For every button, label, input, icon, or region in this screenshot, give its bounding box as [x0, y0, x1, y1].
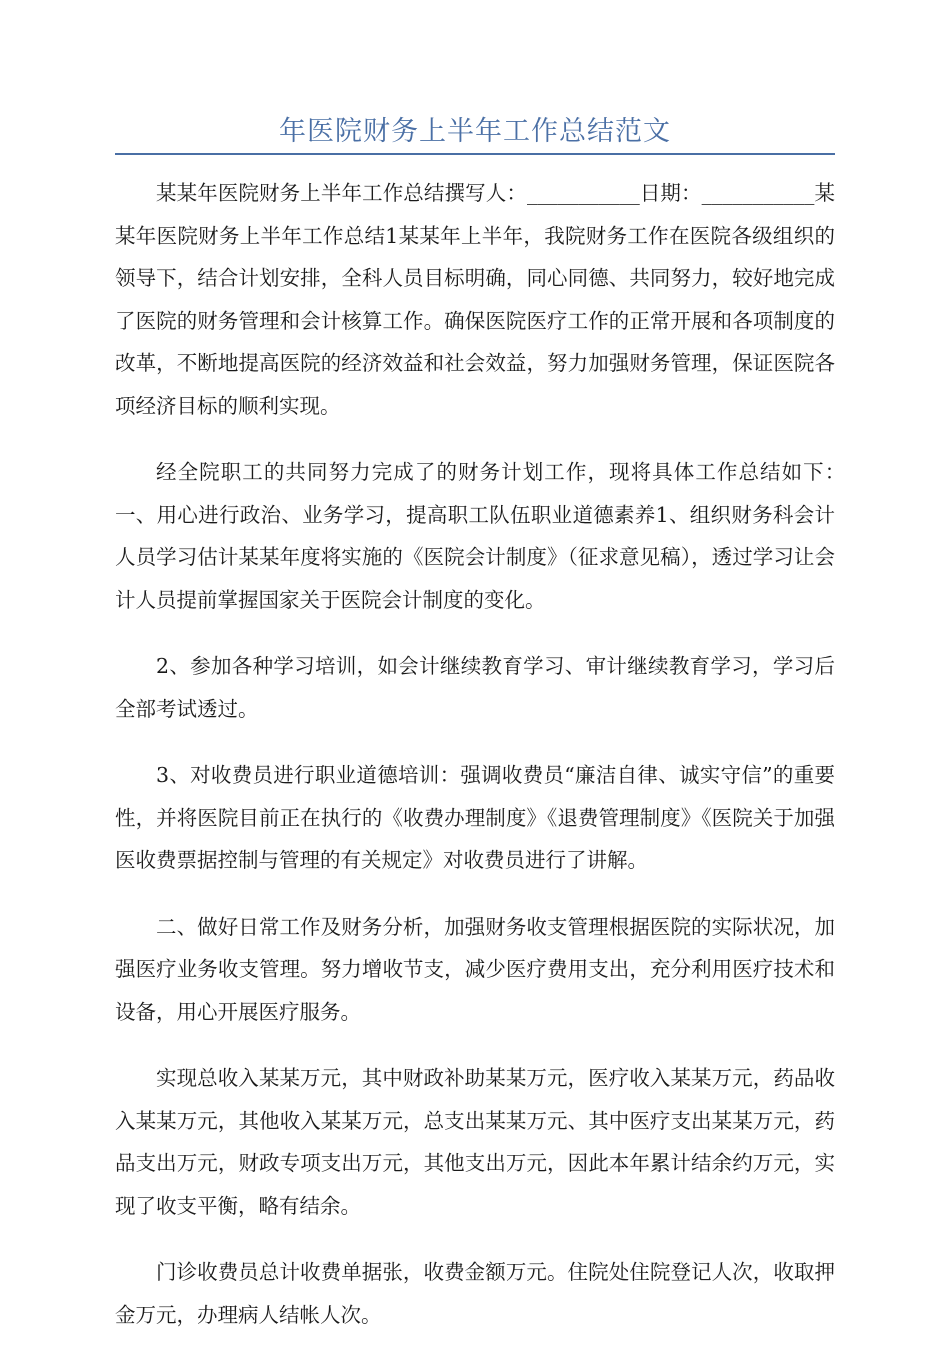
- paragraph-study: 经全院职工的共同努力完成了的财务计划工作，现将具体工作总结如下： 一、用心进行政治、业务学习，提高职工队伍职业道德素养1、组织财务科会计人员学习估计某某年度将实施的《医院会计制度》（征求意见稿），透过学习让会计人员提前掌握国家关于医院会计制度的变化。: [115, 460, 876, 612]
- paragraph-training: 2、参加各种学习培训，如会计继续教育学习、审计继续教育学习，学习后全部考试透过。: [115, 654, 835, 721]
- paragraph-income: 实现总收入某某万元，其中财政补助某某万元，医疗收入某某万元，药品收入某某万元，其他收入某某万元，总支出某某万元、其中医疗支出某某万元，药品支出万元，财政专项支出万元，其他支出万元，因此本年累计结余约万元，实现了收支平衡，略有结余。: [115, 1066, 835, 1218]
- document-body: [115, 172, 876, 1360]
- paragraph-intro: 某某年医院财务上半年工作总结撰写人：___________日期：___________某某年医院财务上半年工作总结1某某年上半年，我院财务工作在医院各级组织的领导下，结合计划安排，全科人员目标明确，同心同德、共同努力，较好地完成了医院的财务管理和会计核算工作。确保医院医疗工作的正常开展和各项制度的改革，不断地提高医院的经济效益和社会效益，努力加强财务管理，保证医院各项经济目标的顺利实现。: [115, 181, 835, 418]
- title-underline: [115, 153, 835, 155]
- paragraph-ethics: 3、对收费员进行职业道德培训：强调收费员“廉洁自律、诚实守信”的重要性，并将医院目前正在执行的《收费办理制度》《退费管理制度》《医院关于加强医收费票据控制与管理的有关规定》对收费员进行了讲解。: [115, 763, 835, 872]
- paragraph-daily-work: 二、做好日常工作及财务分析，加强财务收支管理根据医院的实际状况，加强医疗业务收支管理。努力增收节支，减少医疗费用支出，充分利用医疗技术和设备，用心开展医疗服务。: [115, 914, 835, 1024]
- document-title: 年医院财务上半年工作总结范文: [279, 116, 671, 147]
- paragraph-cashier: 门诊收费员总计收费单据张，收费金额万元。住院处住院登记人次，收取押金万元，办理病人结帐人次。: [115, 1260, 835, 1327]
